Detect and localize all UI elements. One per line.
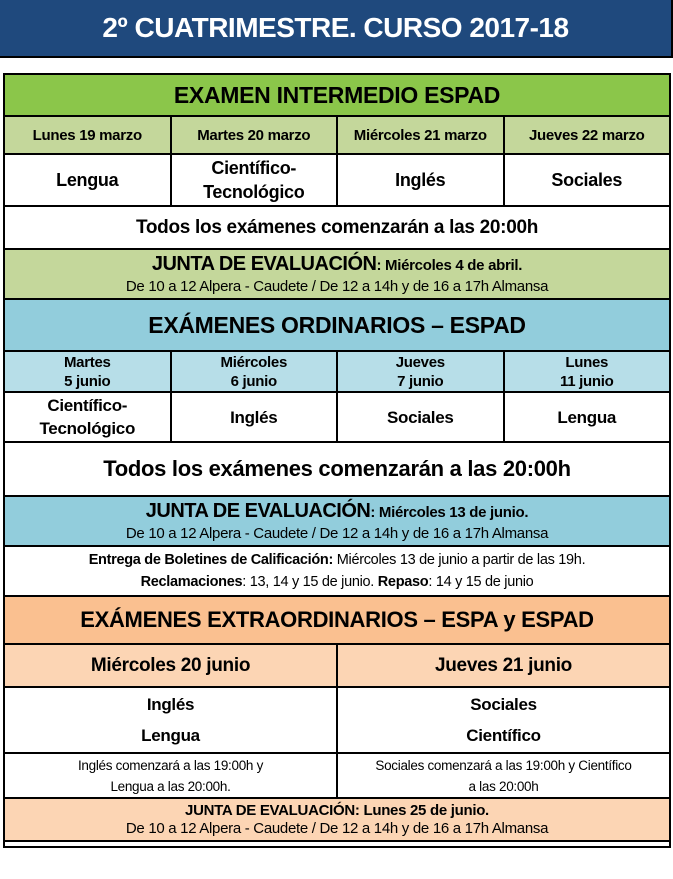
subject-cell (336, 688, 669, 752)
subject-cell (336, 393, 503, 441)
day-label: Miércoles 20 junio (90, 654, 251, 676)
junta-schedule: De 10 a 12 Alpera - Caudete / De 12 a 14h y de 16 a 17h Almansa (125, 525, 549, 542)
repaso-text: : 14 y 15 de junio (428, 574, 534, 590)
day-cell (5, 645, 336, 686)
subject-cell (336, 155, 503, 205)
junta-title-line (152, 253, 522, 276)
subject-cell (503, 393, 670, 441)
cutoff-row (5, 840, 669, 846)
boletines-label: Entrega de Boletines de Calificación: (88, 552, 334, 568)
ordinarios-subjects-row (5, 391, 669, 441)
day-cell (5, 352, 170, 391)
note-cell (5, 754, 336, 797)
day-label: Martes 20 marzo (197, 126, 311, 144)
day-label: Lunes 19 marzo (32, 126, 142, 144)
junta-schedule: De 10 a 12 Alpera - Caudete / De 12 a 14h y de 16 a 17h Almansa (125, 820, 549, 837)
note-line: Inglés comenzará a las 19:00h y (77, 757, 264, 773)
page-title: 2º CUATRIMESTRE. CURSO 2017-18 (102, 12, 569, 43)
section-header-ordinarios (5, 298, 669, 350)
note-line: a las 20:00h (468, 778, 539, 794)
subject-cell (503, 155, 670, 205)
subject-cell (5, 393, 170, 441)
ordinarios-days-row (5, 350, 669, 391)
day-name: Martes (63, 353, 111, 371)
junta-label: JUNTA DE EVALUACIÓN: Lunes 25 de junio. (185, 802, 489, 819)
section-title: EXÁMENES EXTRAORDINARIOS – ESPA y ESPAD (80, 607, 594, 632)
day-cell (336, 117, 503, 153)
extraordinarios-days-row (5, 643, 669, 686)
subject-label: Inglés (395, 170, 446, 190)
repaso-label: Repaso (377, 574, 429, 590)
day-date: 11 junio (560, 372, 614, 390)
subject-cell (170, 393, 337, 441)
junta-schedule: De 10 a 12 Alpera - Caudete / De 12 a 14h y de 16 a 17h Almansa (125, 278, 549, 295)
boletines-text: Miércoles 13 de junio a partir de las 19h. (333, 552, 586, 568)
junta-date: : Miércoles 4 de abril. (376, 257, 523, 274)
day-label: Jueves 21 junio (434, 654, 572, 676)
day-cell (503, 352, 670, 391)
start-note: Todos los exámenes comenzarán a las 20:00h (103, 456, 571, 481)
junta-label: JUNTA DE EVALUACIÓN (151, 253, 377, 275)
section-title: EXÁMENES ORDINARIOS – ESPAD (148, 311, 526, 338)
subject-label: Inglés (230, 407, 278, 427)
reclamaciones-label: Reclamaciones (140, 574, 243, 590)
intermedio-subjects-row (5, 153, 669, 205)
subject-label: Lengua (557, 407, 617, 427)
subject-label: Inglés (146, 695, 195, 714)
reclamaciones-text: : 13, 14 y 15 de junio. (242, 574, 378, 590)
intermedio-days-row (5, 115, 669, 153)
subject-label: Lengua (56, 170, 119, 190)
day-date: 5 junio (64, 372, 111, 390)
section-header-intermedio (5, 75, 669, 115)
day-name: Jueves (395, 353, 445, 371)
reclamaciones-line (141, 571, 534, 593)
note-cell (336, 754, 669, 797)
title-bar (0, 0, 673, 58)
day-cell (503, 117, 670, 153)
boletines-line (89, 549, 586, 571)
day-cell (170, 117, 337, 153)
subject-label: Tecnológico (39, 419, 136, 438)
extraordinarios-junta-row (5, 797, 669, 840)
ordinarios-start-note-row (5, 441, 669, 495)
subject-cell (170, 155, 337, 205)
subject-label: Sociales (470, 695, 537, 714)
ordinarios-boletines-row (5, 545, 669, 595)
junta-title-line (146, 500, 528, 523)
subject-label: Científico- (47, 396, 128, 415)
day-cell (336, 352, 503, 391)
subject-label: Sociales (551, 170, 623, 190)
junta-label: JUNTA DE EVALUACIÓN (145, 500, 371, 522)
subject-cell (5, 155, 170, 205)
subject-cell (5, 688, 336, 752)
day-date: 7 junio (397, 372, 444, 390)
subject-label: Sociales (386, 407, 454, 427)
day-cell (336, 645, 669, 686)
day-name: Lunes (565, 353, 609, 371)
subject-label: Lengua (141, 726, 200, 745)
extraordinarios-notes-row (5, 752, 669, 797)
junta-date: : Miércoles 13 de junio. (370, 504, 529, 521)
subject-label: Científico (466, 726, 541, 745)
start-note: Todos los exámenes comenzarán a las 20:00h (135, 216, 539, 238)
day-label: Jueves 22 marzo (528, 126, 645, 144)
day-cell (170, 352, 337, 391)
subject-label: Científico- (211, 158, 297, 178)
ordinarios-junta-row (5, 495, 669, 545)
day-label: Miércoles 21 marzo (353, 126, 487, 144)
section-title: EXAMEN INTERMEDIO ESPAD (173, 81, 501, 108)
extraordinarios-subjects-row (5, 686, 669, 752)
day-cell (5, 117, 170, 153)
exam-schedule-table (3, 73, 671, 848)
day-date: 6 junio (230, 372, 277, 390)
intermedio-start-note-row (5, 205, 669, 248)
section-header-extraordinarios (5, 595, 669, 643)
note-line: Sociales comenzará a las 19:00h y Científico (375, 757, 632, 773)
subject-label: Tecnológico (203, 182, 305, 202)
day-name: Miércoles (220, 353, 287, 371)
intermedio-junta-row (5, 248, 669, 298)
note-line: Lengua a las 20:00h. (110, 778, 231, 794)
